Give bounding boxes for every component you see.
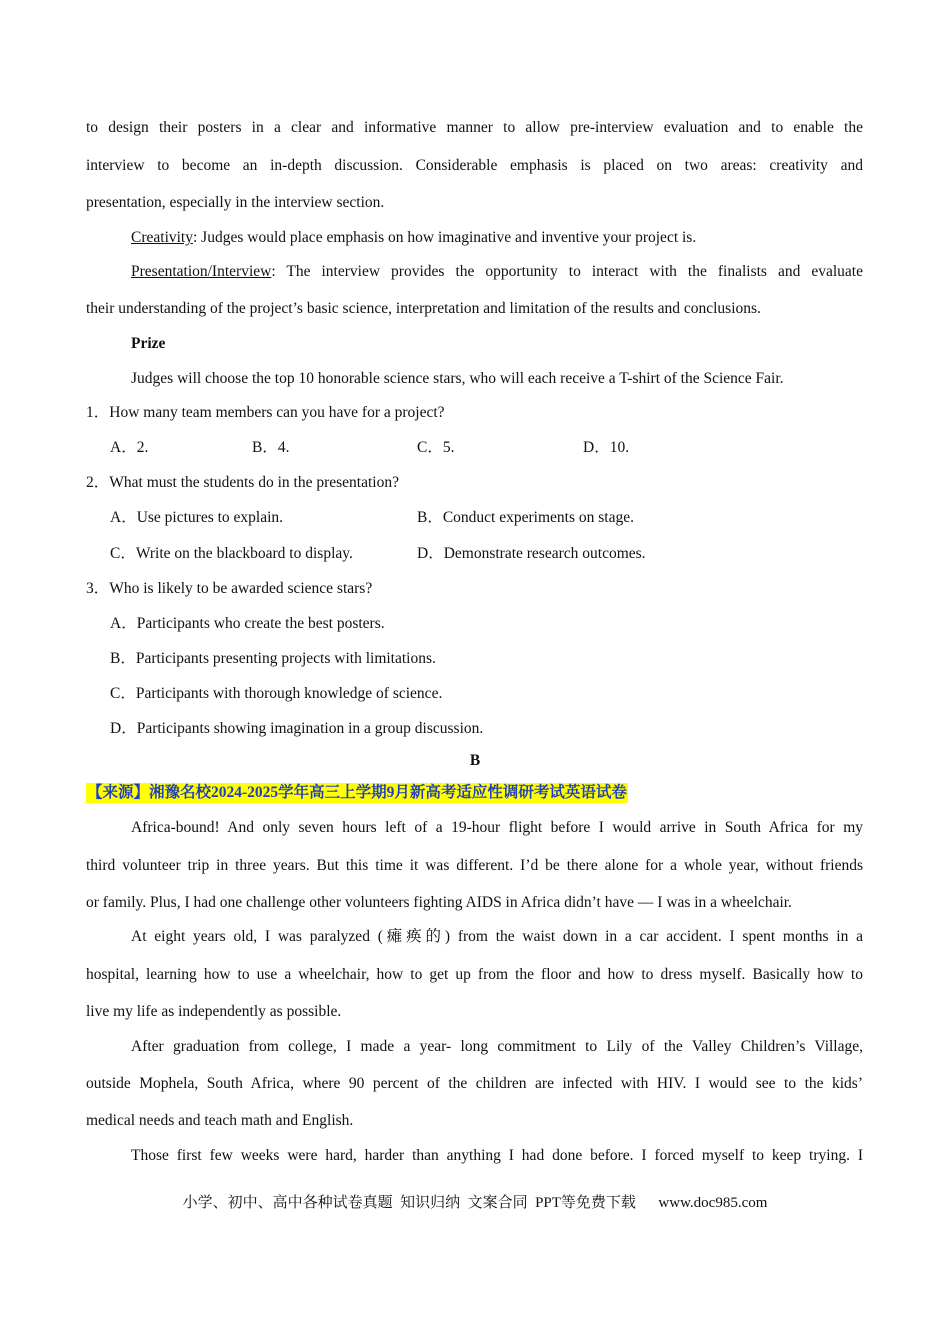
section-b-label: B xyxy=(469,752,481,769)
passage-b-line: live my life as independently as possible. xyxy=(86,1003,342,1020)
passage-b-line: third volunteer trip in three years. But this time it was different. I’d be there alone for a whole year, without friends xyxy=(86,857,863,874)
question-3-option-d[interactable]: D．Participants showing imagination in a group discussion. xyxy=(110,720,484,737)
passage-b-line: At eight years old, I was paralyzed (瘫痪的) from the waist down in a car accident. I spent months in a xyxy=(131,928,863,945)
question-2-option-d[interactable]: D．Demonstrate research outcomes. xyxy=(417,545,646,562)
passage-b-line: medical needs and teach math and English. xyxy=(86,1112,354,1129)
question-1-option-d[interactable]: D．10. xyxy=(583,439,630,456)
question-1-option-c[interactable]: C．5. xyxy=(417,439,455,456)
presentation-text: : The interview provides the opportunity to interact with the finalists and evaluate xyxy=(271,263,863,280)
question-3-option-b[interactable]: B．Participants presenting projects with limitations. xyxy=(110,650,436,667)
passage-b-line: Those first few weeks were hard, harder than anything I had done before. I forced myself to keep trying. I xyxy=(131,1147,863,1164)
question-1-stem: 1．How many team members can you have for a project? xyxy=(86,404,445,421)
question-3-stem: 3．Who is likely to be awarded science stars? xyxy=(86,580,373,597)
question-3-option-a[interactable]: A．Participants who create the best posters. xyxy=(110,615,385,632)
question-2-option-a[interactable]: A．Use pictures to explain. xyxy=(110,509,284,526)
passage-a-line: interview to become an in-depth discussion. Considerable emphasis is placed on two areas: creativity and xyxy=(86,157,863,174)
presentation-term: Presentation/Interview xyxy=(131,263,272,280)
source-banner: 【来源】湘豫名校2024-2025学年高三上学期9月新高考适应性调研考试英语试卷 xyxy=(87,784,627,801)
passage-a-line: to design their posters in a clear and informative manner to allow pre-interview evaluation and to enable the xyxy=(86,119,863,136)
page-footer: 小学、初中、高中各种试卷真题 知识归纳 文案合同 PPT等免费下载 www.doc985.com xyxy=(182,1195,768,1211)
passage-b-line: After graduation from college, I made a year- long commitment to Lily of the Valley Children’s Village, xyxy=(131,1038,863,1055)
passage-a-line: presentation, especially in the interview section. xyxy=(86,194,385,211)
question-1-option-b[interactable]: B．4. xyxy=(252,439,290,456)
question-3-option-c[interactable]: C．Participants with thorough knowledge of science. xyxy=(110,685,443,702)
question-2-option-b[interactable]: B．Conduct experiments on stage. xyxy=(417,509,634,526)
presentation-line-2: their understanding of the project’s basic science, interpretation and limitation of the results and conclusions. xyxy=(86,300,761,317)
question-2-stem: 2．What must the students do in the presentation? xyxy=(86,474,399,491)
passage-b-line: Africa-bound! And only seven hours left of a 19-hour flight before I would arrive in South Africa for my xyxy=(131,819,863,836)
presentation-paragraph xyxy=(131,262,863,282)
prize-heading: Prize xyxy=(131,335,166,352)
passage-b-line: or family. Plus, I had one challenge other volunteers fighting AIDS in Africa didn’t have — I was in a wheelchair. xyxy=(86,894,792,911)
question-1-option-a[interactable]: A．2. xyxy=(110,439,149,456)
creativity-term: Creativity xyxy=(131,229,193,246)
creativity-text: : Judges would place emphasis on how imaginative and inventive your project is. xyxy=(193,229,697,246)
passage-b-line: hospital, learning how to use a wheelchair, how to get up from the floor and how to dress myself. Basically how to xyxy=(86,966,863,983)
question-2-option-c[interactable]: C．Write on the blackboard to display. xyxy=(110,545,353,562)
creativity-paragraph xyxy=(131,228,863,248)
passage-b-line: outside Mophela, South Africa, where 90 percent of the children are infected with HIV. I would see to the kids’ xyxy=(86,1075,863,1092)
prize-text: Judges will choose the top 10 honorable science stars, who will each receive a T-shirt of the Science Fair. xyxy=(131,370,784,387)
